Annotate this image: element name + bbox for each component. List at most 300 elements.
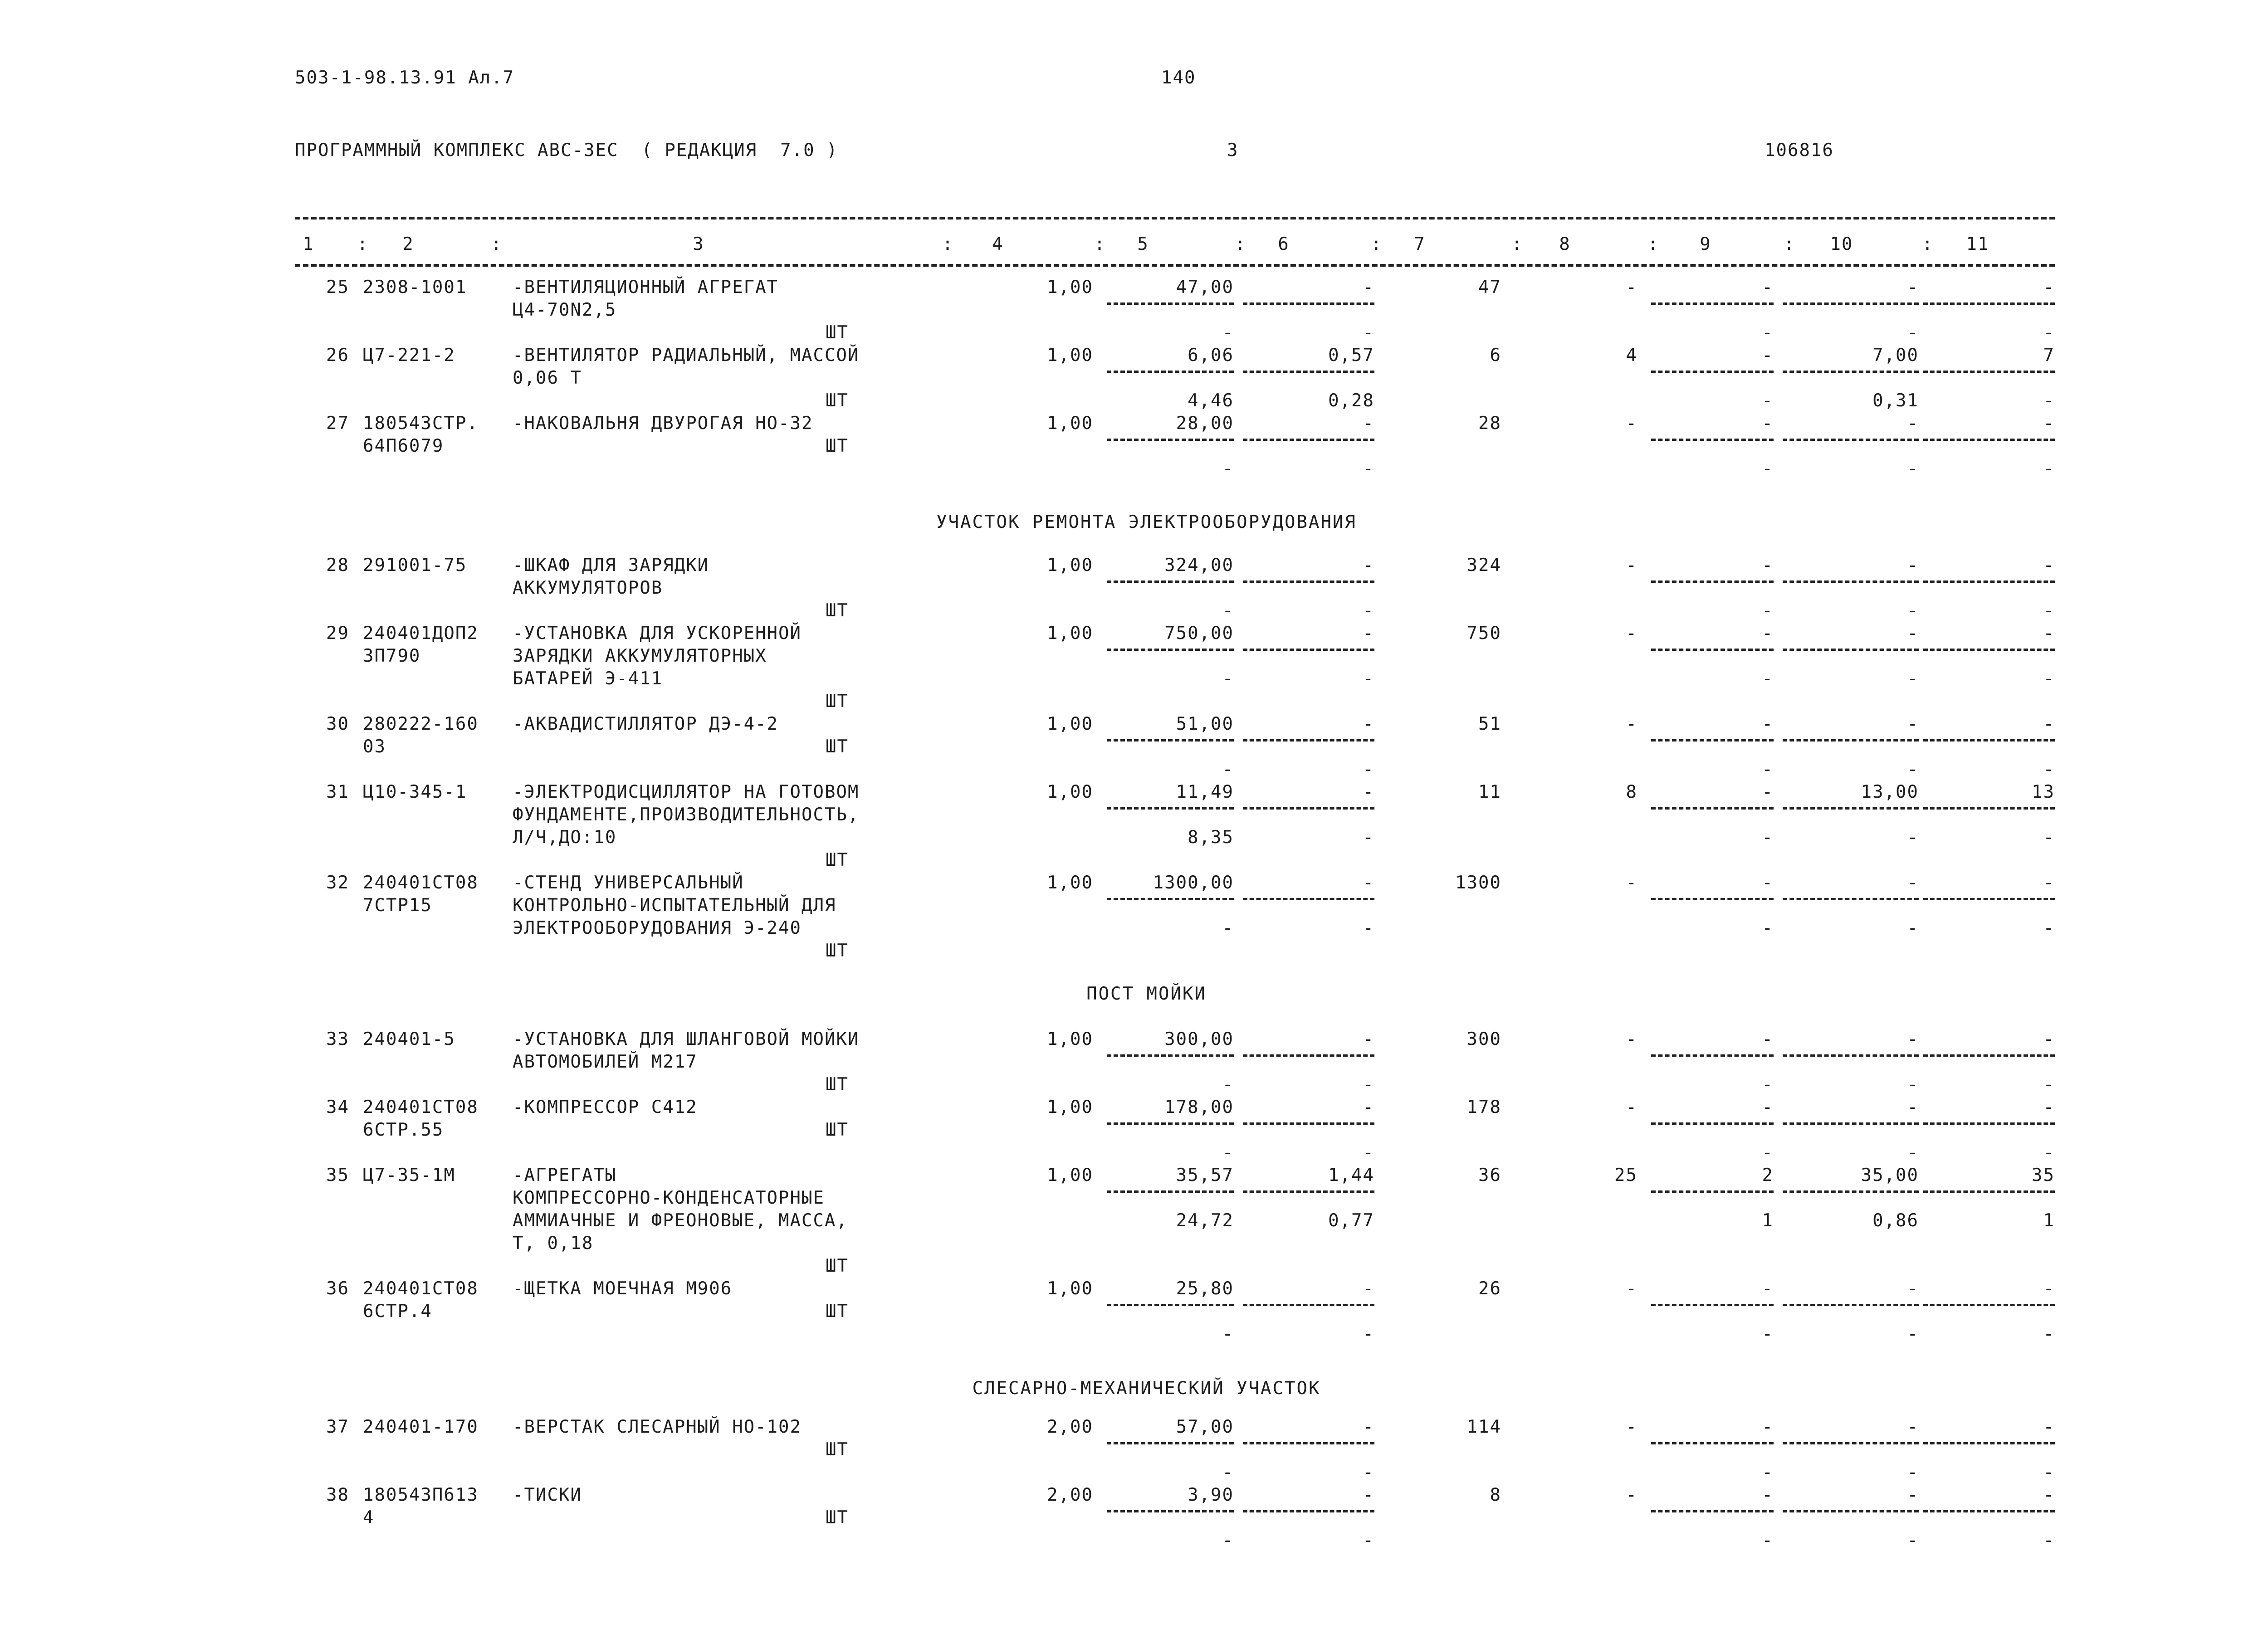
cell-col-7: 8 xyxy=(1490,1485,1501,1505)
unit-label: ШТ xyxy=(826,941,849,961)
cell-col-9-lower: - xyxy=(1762,668,1774,689)
subtotal-rule xyxy=(1923,580,2055,583)
row-number: 31 xyxy=(326,782,349,802)
cell-col-10-lower: - xyxy=(1907,668,1919,689)
subtotal-rule xyxy=(1107,1510,1234,1512)
cell-col-11-lower: - xyxy=(2043,1074,2055,1095)
item-name: ФУНДАМЕНТЕ,ПРОИЗВОДИТЕЛЬНОСТЬ, xyxy=(513,805,860,825)
cell-col-7: 51 xyxy=(1478,714,1501,734)
item-name: 0,06 Т xyxy=(513,368,582,388)
subtotal-rule xyxy=(1783,739,1919,741)
cell-col-9-lower: - xyxy=(1762,759,1774,780)
subtotal-rule xyxy=(1651,1190,1774,1193)
subtotal-rule xyxy=(1651,302,1774,305)
cell-col-7: 324 xyxy=(1466,555,1501,576)
cell-col-5: 11,49 xyxy=(1176,782,1234,802)
item-code: Ц7-35-1М xyxy=(363,1165,455,1185)
header-top-rule xyxy=(295,217,2055,220)
unit-label: ШТ xyxy=(826,1439,849,1460)
item-name: -УСТАНОВКА ДЛЯ УСКОРЕННОЙ xyxy=(513,623,802,644)
cell-col-11: - xyxy=(2043,277,2055,298)
item-name: -КОМПРЕССОР С412 xyxy=(513,1097,698,1117)
subtotal-rule xyxy=(1783,1304,1919,1306)
cell-col-11: - xyxy=(2043,1029,2055,1049)
section-title-wash: ПОСТ МОЙКИ xyxy=(1086,984,1207,1004)
cell-col-10-lower: - xyxy=(1907,1324,1919,1344)
column-separator: : xyxy=(1511,234,1523,254)
item-code: 240401СТ08 xyxy=(363,1278,479,1299)
cell-col-8: 25 xyxy=(1614,1165,1637,1185)
cell-col-6-lower: - xyxy=(1363,1530,1374,1551)
quantity: 1,00 xyxy=(1047,1278,1093,1299)
item-code: 180543СТР. xyxy=(363,413,479,434)
unit-label: ШТ xyxy=(826,1507,849,1528)
cell-col-6: 1,44 xyxy=(1328,1165,1374,1185)
cell-col-6: - xyxy=(1363,714,1374,734)
unit-label: ШТ xyxy=(826,1301,849,1322)
cell-col-6-lower: - xyxy=(1363,600,1374,621)
subtotal-rule xyxy=(1107,1122,1234,1125)
cell-col-11-lower: - xyxy=(2043,1462,2055,1483)
subtotal-rule xyxy=(1783,1510,1919,1512)
unit-label: ШТ xyxy=(826,322,849,343)
subtotal-rule xyxy=(1243,1304,1374,1306)
item-code: 240401-170 xyxy=(363,1417,479,1437)
subtotal-rule xyxy=(1651,1304,1774,1306)
cell-col-8: - xyxy=(1626,1417,1637,1437)
cell-col-10-lower: - xyxy=(1907,759,1919,780)
cell-col-10-lower: - xyxy=(1907,459,1919,479)
cell-col-11: - xyxy=(2043,1278,2055,1299)
cell-col-9: - xyxy=(1762,555,1774,576)
subtotal-rule xyxy=(1651,1442,1774,1444)
column-separator: : xyxy=(491,234,503,254)
subtotal-rule xyxy=(1783,439,1919,441)
subtotal-rule xyxy=(1243,1442,1374,1444)
subtotal-rule xyxy=(1651,898,1774,900)
cell-col-9: - xyxy=(1762,1417,1774,1437)
cell-col-10-lower: - xyxy=(1907,827,1919,848)
cell-col-6: 0,57 xyxy=(1328,345,1374,366)
cell-col-9: - xyxy=(1762,782,1774,802)
column-header-4: 4 xyxy=(992,234,1004,254)
quantity: 1,00 xyxy=(1047,714,1093,734)
unit-label: ШТ xyxy=(826,600,849,621)
quantity: 1,00 xyxy=(1047,1165,1093,1185)
quantity: 1,00 xyxy=(1047,1097,1093,1117)
unit-label: ШТ xyxy=(826,1120,849,1140)
cell-col-7: 300 xyxy=(1466,1029,1501,1049)
cell-col-5-lower: - xyxy=(1222,1142,1234,1163)
cell-col-10: 35,00 xyxy=(1861,1165,1919,1185)
subtotal-rule xyxy=(1107,649,1234,651)
column-header-10: 10 xyxy=(1830,234,1853,254)
subtotal-rule xyxy=(1783,649,1919,651)
item-code: Ц10-345-1 xyxy=(363,782,467,802)
cell-col-9-lower: - xyxy=(1762,1324,1774,1344)
column-separator: : xyxy=(1371,234,1383,254)
subtotal-rule xyxy=(1651,580,1774,583)
cell-col-5-lower: - xyxy=(1222,459,1234,479)
unit-label: ШТ xyxy=(826,1074,849,1095)
column-header-2: 2 xyxy=(402,234,414,254)
cell-col-5: 25,80 xyxy=(1176,1278,1234,1299)
item-code: 6СТР.55 xyxy=(363,1120,444,1140)
row-number: 25 xyxy=(326,277,349,298)
cell-col-9-lower: - xyxy=(1762,459,1774,479)
cell-col-11: - xyxy=(2043,873,2055,893)
subtotal-rule xyxy=(1107,1054,1234,1057)
cell-col-6-lower: - xyxy=(1363,759,1374,780)
cell-col-6-lower: - xyxy=(1363,1074,1374,1095)
cell-col-11-lower: - xyxy=(2043,827,2055,848)
cell-col-10: - xyxy=(1907,1029,1919,1049)
subtotal-rule xyxy=(1923,649,2055,651)
cell-col-9: - xyxy=(1762,1029,1774,1049)
page-number: 140 xyxy=(1161,68,1196,88)
item-name: -ШКАФ ДЛЯ ЗАРЯДКИ xyxy=(513,555,709,576)
item-code: 2308-1001 xyxy=(363,277,467,298)
row-number: 32 xyxy=(326,873,349,893)
header-bottom-rule xyxy=(295,264,2055,267)
item-name: -ТИСКИ xyxy=(513,1485,582,1505)
item-code: 240401СТ08 xyxy=(363,1097,479,1117)
quantity: 1,00 xyxy=(1047,1029,1093,1049)
row-number: 30 xyxy=(326,714,349,734)
subtotal-rule xyxy=(1923,371,2055,373)
cell-col-10-lower: - xyxy=(1907,1142,1919,1163)
cell-col-9-lower: - xyxy=(1762,827,1774,848)
cell-col-6-lower: 0,77 xyxy=(1328,1210,1374,1231)
cell-col-5: 750,00 xyxy=(1164,623,1234,644)
quantity: 1,00 xyxy=(1047,873,1093,893)
cell-col-9: - xyxy=(1762,1278,1774,1299)
item-name: КОНТРОЛЬНО-ИСПЫТАТЕЛЬНЫЙ ДЛЯ xyxy=(513,895,836,916)
cell-col-5-lower: 4,46 xyxy=(1188,390,1234,411)
cell-col-10: 13,00 xyxy=(1861,782,1919,802)
cell-col-5: 57,00 xyxy=(1176,1417,1234,1437)
item-code: 7СТР15 xyxy=(363,895,432,916)
cell-col-11: - xyxy=(2043,1097,2055,1117)
cell-col-7: 28 xyxy=(1478,413,1501,434)
subtotal-rule xyxy=(1651,1510,1774,1512)
cell-col-10-lower: 0,86 xyxy=(1872,1210,1919,1231)
cell-col-5-lower: - xyxy=(1222,1074,1234,1095)
column-header-7: 7 xyxy=(1414,234,1426,254)
cell-col-10: - xyxy=(1907,1417,1919,1437)
cell-col-10: - xyxy=(1907,873,1919,893)
subtotal-rule xyxy=(1651,439,1774,441)
subtotal-rule xyxy=(1923,1510,2055,1512)
item-code: Ц7-221-2 xyxy=(363,345,455,366)
subtotal-rule xyxy=(1107,1190,1234,1193)
cell-col-10: - xyxy=(1907,1485,1919,1505)
cell-col-9: - xyxy=(1762,1485,1774,1505)
column-separator: : xyxy=(1922,234,1934,254)
cell-col-6: - xyxy=(1363,623,1374,644)
cell-col-10-lower: - xyxy=(1907,600,1919,621)
subtotal-rule xyxy=(1923,898,2055,900)
cell-col-10: - xyxy=(1907,1097,1919,1117)
item-name: АММИАЧНЫЕ И ФРЕОНОВЫЕ, МАССА, xyxy=(513,1210,848,1231)
column-header-11: 11 xyxy=(1966,234,1989,254)
cell-col-8: - xyxy=(1626,1485,1637,1505)
doc-code: 503-1-98.13.91 Ал.7 xyxy=(295,68,515,88)
row-number: 29 xyxy=(326,623,349,644)
cell-col-6-lower: - xyxy=(1363,459,1374,479)
subtotal-rule xyxy=(1243,739,1374,741)
unit-label: ШТ xyxy=(826,436,849,456)
document-number: 106816 xyxy=(1765,140,1834,161)
column-separator: : xyxy=(357,234,369,254)
cell-col-8: - xyxy=(1626,873,1637,893)
cell-col-10-lower: - xyxy=(1907,1074,1919,1095)
quantity: 1,00 xyxy=(1047,345,1093,366)
cell-col-9: - xyxy=(1762,345,1774,366)
cell-col-9: 2 xyxy=(1762,1165,1774,1185)
cell-col-8: - xyxy=(1626,1097,1637,1117)
subtotal-rule xyxy=(1923,1054,2055,1057)
item-name: -НАКОВАЛЬНЯ ДВУРОГАЯ НО-32 xyxy=(513,413,813,434)
subtotal-rule xyxy=(1651,649,1774,651)
cell-col-11: 13 xyxy=(2032,782,2055,802)
row-number: 33 xyxy=(326,1029,349,1049)
cell-col-6: - xyxy=(1363,1417,1374,1437)
subtotal-rule xyxy=(1107,898,1234,900)
subtotal-rule xyxy=(1243,807,1374,810)
cell-col-10: - xyxy=(1907,623,1919,644)
cell-col-8: 8 xyxy=(1626,782,1637,802)
item-name: -АКВАДИСТИЛЛЯТОР ДЭ-4-2 xyxy=(513,714,779,734)
column-header-5: 5 xyxy=(1137,234,1149,254)
cell-col-5: 178,00 xyxy=(1164,1097,1234,1117)
subtotal-rule xyxy=(1243,439,1374,441)
subtotal-rule xyxy=(1651,807,1774,810)
quantity: 1,00 xyxy=(1047,555,1093,576)
unit-label: ШТ xyxy=(826,691,849,712)
subtotal-rule xyxy=(1923,1122,2055,1125)
cell-col-6: - xyxy=(1363,782,1374,802)
item-name: -ЭЛЕКТРОДИСЦИЛЛЯТОР НА ГОТОВОМ xyxy=(513,782,860,802)
item-code: 64П6079 xyxy=(363,436,444,456)
subtotal-rule xyxy=(1107,807,1234,810)
row-number: 27 xyxy=(326,413,349,434)
subtotal-rule xyxy=(1107,371,1234,373)
cell-col-11-lower: - xyxy=(2043,1324,2055,1344)
cell-col-11: - xyxy=(2043,623,2055,644)
cell-col-7: 178 xyxy=(1466,1097,1501,1117)
quantity: 2,00 xyxy=(1047,1417,1093,1437)
column-separator: : xyxy=(1647,234,1659,254)
subtotal-rule xyxy=(1243,1054,1374,1057)
cell-col-6: - xyxy=(1363,555,1374,576)
cell-col-6: - xyxy=(1363,1029,1374,1049)
cell-col-5-lower: - xyxy=(1222,600,1234,621)
cell-col-11-lower: - xyxy=(2043,390,2055,411)
cell-col-11: 7 xyxy=(2043,345,2055,366)
cell-col-6-lower: - xyxy=(1363,827,1374,848)
column-header-1: 1 xyxy=(303,234,314,254)
cell-col-9: - xyxy=(1762,277,1774,298)
cell-col-6-lower: - xyxy=(1363,1462,1374,1483)
section-number: 3 xyxy=(1227,140,1239,161)
subtotal-rule xyxy=(1243,1190,1374,1193)
cell-col-9: - xyxy=(1762,413,1774,434)
item-code: 240401ДОП2 xyxy=(363,623,479,644)
cell-col-10: - xyxy=(1907,413,1919,434)
cell-col-10: - xyxy=(1907,1278,1919,1299)
subtotal-rule xyxy=(1783,1122,1919,1125)
cell-col-9-lower: - xyxy=(1762,1142,1774,1163)
cell-col-8: 4 xyxy=(1626,345,1637,366)
item-name: -АГРЕГАТЫ xyxy=(513,1165,617,1185)
cell-col-10: - xyxy=(1907,555,1919,576)
cell-col-10-lower: - xyxy=(1907,1530,1919,1551)
subtotal-rule xyxy=(1923,439,2055,441)
cell-col-5-lower: - xyxy=(1222,759,1234,780)
cell-col-11-lower: - xyxy=(2043,600,2055,621)
cell-col-6: - xyxy=(1363,1097,1374,1117)
subtotal-rule xyxy=(1783,580,1919,583)
subtotal-rule xyxy=(1243,649,1374,651)
item-code: 180543П613 xyxy=(363,1485,479,1505)
subtotal-rule xyxy=(1107,302,1234,305)
item-name: АВТОМОБИЛЕЙ М217 xyxy=(513,1052,698,1072)
column-header-6: 6 xyxy=(1278,234,1290,254)
cell-col-11-lower: - xyxy=(2043,322,2055,343)
row-number: 36 xyxy=(326,1278,349,1299)
item-code: 3П790 xyxy=(363,646,421,666)
item-name: АККУМУЛЯТОРОВ xyxy=(513,578,663,598)
cell-col-9-lower: 1 xyxy=(1762,1210,1774,1231)
cell-col-11-lower: - xyxy=(2043,1530,2055,1551)
item-code: 240401СТ08 xyxy=(363,873,479,893)
item-code: 280222-160 xyxy=(363,714,479,734)
cell-col-11-lower: - xyxy=(2043,1142,2055,1163)
subtotal-rule xyxy=(1107,580,1234,583)
column-header-9: 9 xyxy=(1700,234,1711,254)
unit-label: ШТ xyxy=(826,850,849,870)
cell-col-5-lower: - xyxy=(1222,1530,1234,1551)
item-name: Л/Ч,ДО:10 xyxy=(513,827,617,848)
quantity: 1,00 xyxy=(1047,623,1093,644)
quantity: 1,00 xyxy=(1047,782,1093,802)
cell-col-11-lower: 1 xyxy=(2043,1210,2055,1231)
cell-col-10: - xyxy=(1907,714,1919,734)
cell-col-10-lower: - xyxy=(1907,322,1919,343)
row-number: 34 xyxy=(326,1097,349,1117)
item-name: -ВЕРСТАК СЛЕСАРНЫЙ НО-102 xyxy=(513,1417,802,1437)
cell-col-5: 300,00 xyxy=(1164,1029,1234,1049)
cell-col-11: - xyxy=(2043,1417,2055,1437)
cell-col-5-lower: 24,72 xyxy=(1176,1210,1234,1231)
cell-col-6: - xyxy=(1363,413,1374,434)
cell-col-5: 6,06 xyxy=(1188,345,1234,366)
subtotal-rule xyxy=(1783,1054,1919,1057)
subtotal-rule xyxy=(1651,1122,1774,1125)
cell-col-5-lower: - xyxy=(1222,668,1234,689)
cell-col-8: - xyxy=(1626,555,1637,576)
quantity: 2,00 xyxy=(1047,1485,1093,1505)
cell-col-5-lower: - xyxy=(1222,918,1234,938)
cell-col-9-lower: - xyxy=(1762,1530,1774,1551)
subtotal-rule xyxy=(1923,1190,2055,1193)
subtotal-rule xyxy=(1783,807,1919,810)
cell-col-7: 750 xyxy=(1466,623,1501,644)
cell-col-9: - xyxy=(1762,623,1774,644)
cell-col-7: 47 xyxy=(1478,277,1501,298)
cell-col-6-lower: - xyxy=(1363,918,1374,938)
cell-col-9-lower: - xyxy=(1762,322,1774,343)
item-code: 6СТР.4 xyxy=(363,1301,432,1322)
cell-col-5-lower: - xyxy=(1222,322,1234,343)
cell-col-5: 324,00 xyxy=(1164,555,1234,576)
row-number: 35 xyxy=(326,1165,349,1185)
cell-col-6-lower: - xyxy=(1363,668,1374,689)
cell-col-11: - xyxy=(2043,413,2055,434)
cell-col-9-lower: - xyxy=(1762,1462,1774,1483)
subtotal-rule xyxy=(1107,1442,1234,1444)
cell-col-7: 1300 xyxy=(1455,873,1501,893)
cell-col-5-lower: - xyxy=(1222,1462,1234,1483)
cell-col-9: - xyxy=(1762,873,1774,893)
cell-col-6-lower: 0,28 xyxy=(1328,390,1374,411)
cell-col-6-lower: - xyxy=(1363,1324,1374,1344)
item-code: 240401-5 xyxy=(363,1029,455,1049)
item-name: -СТЕНД УНИВЕРСАЛЬНЫЙ xyxy=(513,873,744,893)
cell-col-8: - xyxy=(1626,277,1637,298)
row-number: 38 xyxy=(326,1485,349,1505)
subtotal-rule xyxy=(1651,739,1774,741)
cell-col-6: - xyxy=(1363,277,1374,298)
subtotal-rule xyxy=(1783,302,1919,305)
cell-col-10: 7,00 xyxy=(1872,345,1919,366)
subtotal-rule xyxy=(1107,1304,1234,1306)
subtotal-rule xyxy=(1783,898,1919,900)
column-separator: : xyxy=(1784,234,1795,254)
cell-col-6-lower: - xyxy=(1363,322,1374,343)
subtotal-rule xyxy=(1923,739,2055,741)
subtotal-rule xyxy=(1243,898,1374,900)
cell-col-8: - xyxy=(1626,623,1637,644)
cell-col-5-lower: 8,35 xyxy=(1188,827,1234,848)
subtotal-rule xyxy=(1107,739,1234,741)
item-name: ЗАРЯДКИ АККУМУЛЯТОРНЫХ xyxy=(513,646,767,666)
cell-col-6: - xyxy=(1363,1278,1374,1299)
row-number: 37 xyxy=(326,1417,349,1437)
quantity: 1,00 xyxy=(1047,277,1093,298)
cell-col-7: 11 xyxy=(1478,782,1501,802)
cell-col-11-lower: - xyxy=(2043,459,2055,479)
subtotal-rule xyxy=(1243,1122,1374,1125)
item-name: КОМПРЕССОРНО-КОНДЕНСАТОРНЫЕ xyxy=(513,1188,825,1208)
subtotal-rule xyxy=(1783,1190,1919,1193)
cell-col-5: 35,57 xyxy=(1176,1165,1234,1185)
cell-col-9-lower: - xyxy=(1762,600,1774,621)
column-header-8: 8 xyxy=(1559,234,1571,254)
subtotal-rule xyxy=(1923,1304,2055,1306)
subtotal-rule xyxy=(1107,439,1234,441)
cell-col-10: - xyxy=(1907,277,1919,298)
item-name: ЭЛЕКТРООБОРУДОВАНИЯ Э-240 xyxy=(513,918,802,938)
subtotal-rule xyxy=(1243,580,1374,583)
cell-col-11: - xyxy=(2043,555,2055,576)
subtotal-rule xyxy=(1783,371,1919,373)
subtotal-rule xyxy=(1783,1442,1919,1444)
cell-col-7: 6 xyxy=(1490,345,1501,366)
row-number: 28 xyxy=(326,555,349,576)
subtotal-rule xyxy=(1243,371,1374,373)
